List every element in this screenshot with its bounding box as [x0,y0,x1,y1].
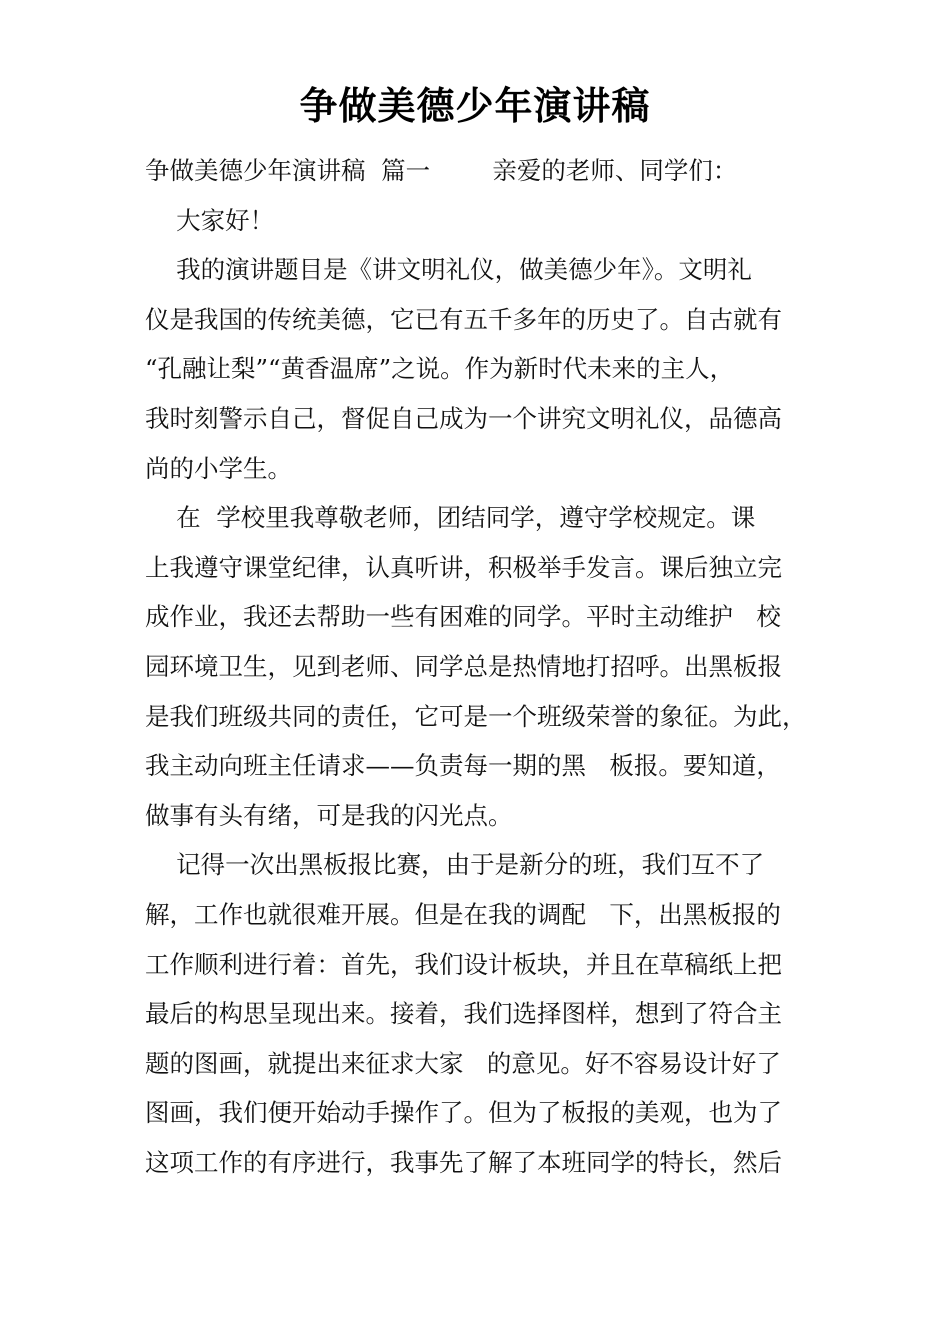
text-line: 在 学校里我尊敬老师，团结同学，遵守学校规定。课 [145,503,756,533]
text-line: 大家好！ [145,205,275,235]
text-line: 这项工作的有序进行，我事先了解了本班同学的特长，然后 [145,1147,782,1177]
text-line: 我时刻警示自己，督促自己成为一个讲究文明礼仪，品德高 [145,403,782,433]
text-line: 图画，我们便开始动手操作了。但为了板报的美观，也为了 [145,1098,782,1128]
text-line: 解，工作也就很难开展。但是在我的调配 下，出黑板报的 [145,899,781,929]
text-line: 是我们班级共同的责任，它可是一个班级荣誉的象征。为此， [145,701,807,731]
text-line: 我的演讲题目是《讲文明礼仪，做美德少年》。文明礼 [145,255,752,285]
text-line: 仪是我国的传统美德，它已有五千多年的历史了。自古就有 [145,304,782,334]
text-line: 尚的小学生。 [145,453,292,483]
document-title: 争做美德少年演讲稿 [299,84,651,128]
text-line: 最后的构思呈现出来。接着，我们选择图样，想到了符合主 [145,999,782,1029]
text-line: 我主动向班主任请求——负责每一期的黑 板报。要知道， [145,751,781,781]
text-line: 争做美德少年演讲稿 篇一 亲爱的老师、同学们： [145,156,738,185]
text-line: 上我遵守课堂纪律，认真听讲，积极举手发言。课后独立完 [145,552,782,582]
text-line: 园环境卫生，见到老师、同学总是热情地打招呼。出黑板报 [145,651,782,681]
text-line: 记得一次出黑板报比赛，由于是新分的班，我们互不了 [145,850,765,880]
text-line: 工作顺利进行着：首先，我们设计板块，并且在草稿纸上把 [145,949,782,979]
document-body [145,146,810,1187]
text-line: “孔融让梨”“黄香温席”之说。作为新时代未来的主人， [145,354,735,384]
text-line: 题的图画，就提出来征求大家 的意见。好不容易设计好了 [145,1048,781,1078]
text-line: 成作业，我还去帮助一些有困难的同学。平时主动维护 校 [145,602,781,632]
text-line: 做事有头有绪，可是我的闪光点。 [145,800,513,830]
